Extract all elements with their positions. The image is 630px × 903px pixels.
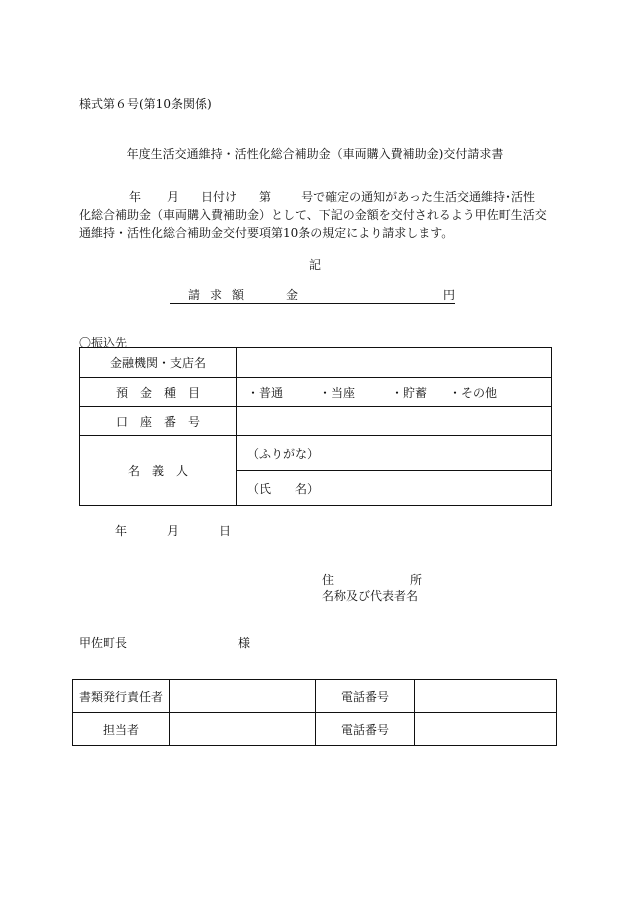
- transfer-label: 〇振込先: [79, 336, 128, 350]
- responsibility-table: [72, 679, 557, 746]
- sama-label: 様: [238, 636, 251, 650]
- body-year: 年: [129, 190, 142, 204]
- claim-amount-line: [170, 286, 455, 304]
- date-line: [115, 522, 231, 539]
- deposit-option[interactable]: ・当座: [319, 385, 356, 400]
- representative-label: 名称及び代表者名: [322, 589, 419, 603]
- person-field[interactable]: [170, 713, 316, 746]
- account-number-label: 口 座 番 号: [80, 407, 237, 436]
- holder-label: 名 義 人: [80, 436, 237, 506]
- furigana-field[interactable]: （ふりがな）: [237, 436, 552, 471]
- address-line: [322, 571, 422, 588]
- name-field[interactable]: （氏 名）: [237, 471, 552, 506]
- address-ju: 住: [322, 573, 335, 587]
- claim-yen: 円: [442, 288, 455, 302]
- account-number-field[interactable]: [237, 407, 552, 436]
- deposit-type-options: [237, 378, 552, 407]
- phone-label-2: 電話番号: [316, 713, 415, 746]
- issuer-label: 書類発行責任者: [73, 680, 170, 713]
- body-text-2: 化総合補助金（車両購入費補助金）として、下記の金額を交付されるよう甲佐町生活交: [79, 208, 547, 222]
- bank-table: [79, 347, 552, 506]
- body-text-3: 通維持・活性化総合補助金交付要項第10条の規定により請求します。: [79, 226, 454, 240]
- address-sho: 所: [410, 573, 423, 587]
- deposit-option[interactable]: ・普通: [247, 385, 284, 400]
- bank-institution-label: 金融機関・支店名: [80, 348, 237, 378]
- form-number: 様式第６号(第10条関係): [79, 97, 212, 111]
- body-dai: 第: [259, 190, 272, 204]
- date-year: 年: [115, 524, 128, 538]
- bank-institution-field[interactable]: [237, 348, 552, 378]
- claim-label: 請求額: [188, 288, 255, 302]
- body-paragraph: [79, 188, 557, 242]
- body-day-dated: 日付け: [201, 190, 238, 204]
- person-label: 担当者: [73, 713, 170, 746]
- mayor-label: 甲佐町長: [79, 636, 128, 650]
- body-month: 月: [167, 190, 180, 204]
- date-day: 日: [219, 524, 232, 538]
- deposit-option[interactable]: ・その他: [449, 385, 498, 400]
- document-title: 年度生活交通維持・活性化総合補助金（車両購入費補助金)交付請求書: [126, 147, 504, 161]
- phone-label-1: 電話番号: [316, 680, 415, 713]
- date-month: 月: [167, 524, 180, 538]
- deposit-type-label: 預 金 種 目: [80, 378, 237, 407]
- phone-field-2[interactable]: [415, 713, 557, 746]
- phone-field-1[interactable]: [415, 680, 557, 713]
- body-text-1: 号で確定の通知があった生活交通維持･活性: [301, 190, 535, 204]
- ki-label: 記: [308, 258, 321, 272]
- deposit-option[interactable]: ・貯蓄: [391, 385, 428, 400]
- issuer-field[interactable]: [170, 680, 316, 713]
- claim-kin: 金: [286, 288, 299, 302]
